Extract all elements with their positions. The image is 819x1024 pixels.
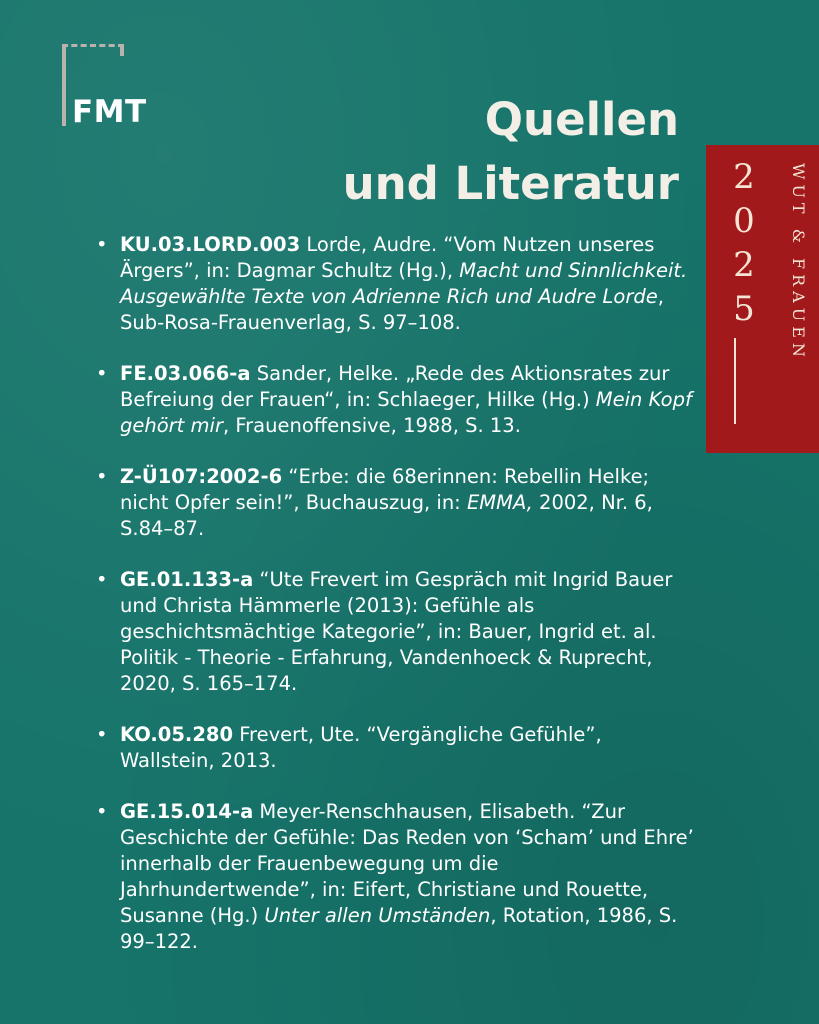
reference-title: EMMA,: [466, 491, 533, 514]
reference-text: , Rotation, 1986, S. 99–122.: [120, 904, 678, 953]
page-title: [343, 88, 679, 216]
reference-item: [96, 232, 696, 336]
badge-year: [724, 155, 764, 331]
year-digit: 2: [733, 245, 755, 285]
reference-list: [96, 232, 696, 980]
reference-item: [96, 361, 696, 439]
badge-divider-line: [734, 338, 736, 424]
reference-text: Frevert, Ute. “Vergängliche Gefühle”, Wallstein, 2013.: [120, 723, 602, 772]
year-digit: 0: [733, 201, 755, 241]
year-badge: [706, 145, 819, 453]
title-line-1: Quellen: [484, 93, 679, 146]
year-digit: 5: [733, 289, 755, 329]
reference-code: KO.05.280: [120, 723, 234, 746]
reference-text: “Ute Frevert im Gespräch mit Ingrid Bauer und Christa Hämmerle (2013): Gefühle als geschichtsmächtige Kategorie”, in: Bauer, Ingrid et. al. Politik - Theorie - Erfahrung, Vandenhoeck & Ruprecht, 2020, S. 165–174.: [120, 568, 673, 695]
badge-label: WUT & FRAUEN: [789, 163, 808, 362]
reference-code: GE.01.133-a: [120, 568, 254, 591]
reference-text: Meyer-Renschhausen, Elisabeth. “Zur Geschichte der Gefühle: Das Reden von ‘Scham’ und Ehre’ innerhalb der Frauenbewegung um die Jahrhundertwende”, in: Eifert, Christiane und Rouette, Susanne (Hg.): [120, 800, 694, 927]
logo-frame-right: [120, 44, 124, 56]
logo-frame-left: [62, 44, 66, 126]
reference-text: “Erbe: die 68erinnen: Rebellin Helke; nicht Opfer sein!”, Buchauszug, in:: [120, 465, 650, 514]
logo-frame-top: [62, 44, 124, 47]
logo-text: FMT: [72, 94, 147, 130]
reference-item: [96, 722, 696, 774]
reference-item: [96, 464, 696, 542]
reference-text: Lorde, Audre. “Vom Nutzen unseres Ärgers”, in: Dagmar Schultz (Hg.),: [120, 233, 655, 282]
reference-text: , Sub-Rosa-Frauenverlag, S. 97–108.: [120, 285, 664, 334]
reference-code: Z-Ü107:2002-6: [120, 465, 283, 488]
reference-title: Unter allen Umständen: [264, 904, 491, 927]
reference-title: Mein Kopf gehört mir: [120, 388, 692, 437]
reference-item: [96, 567, 696, 697]
title-line-2: und Literatur: [342, 157, 679, 210]
reference-title: Macht und Sinnlichkeit. Ausgewählte Texte von Adrienne Rich und Audre Lorde: [120, 259, 688, 308]
reference-text: Sander, Helke. „Rede des Aktionsrates zur Befreiung der Frauen“, in: Schlaeger, Hilke (Hg.): [120, 362, 670, 411]
reference-item: [96, 799, 696, 955]
reference-code: FE.03.066-a: [120, 362, 251, 385]
year-digit: 2: [733, 157, 755, 197]
reference-code: KU.03.LORD.003: [120, 233, 301, 256]
fmt-logo: [62, 44, 147, 132]
reference-code: GE.15.014-a: [120, 800, 254, 823]
reference-text: , Frauenoffensive, 1988, S. 13.: [222, 414, 521, 437]
reference-text: 2002, Nr. 6, S.84–87.: [120, 491, 653, 540]
